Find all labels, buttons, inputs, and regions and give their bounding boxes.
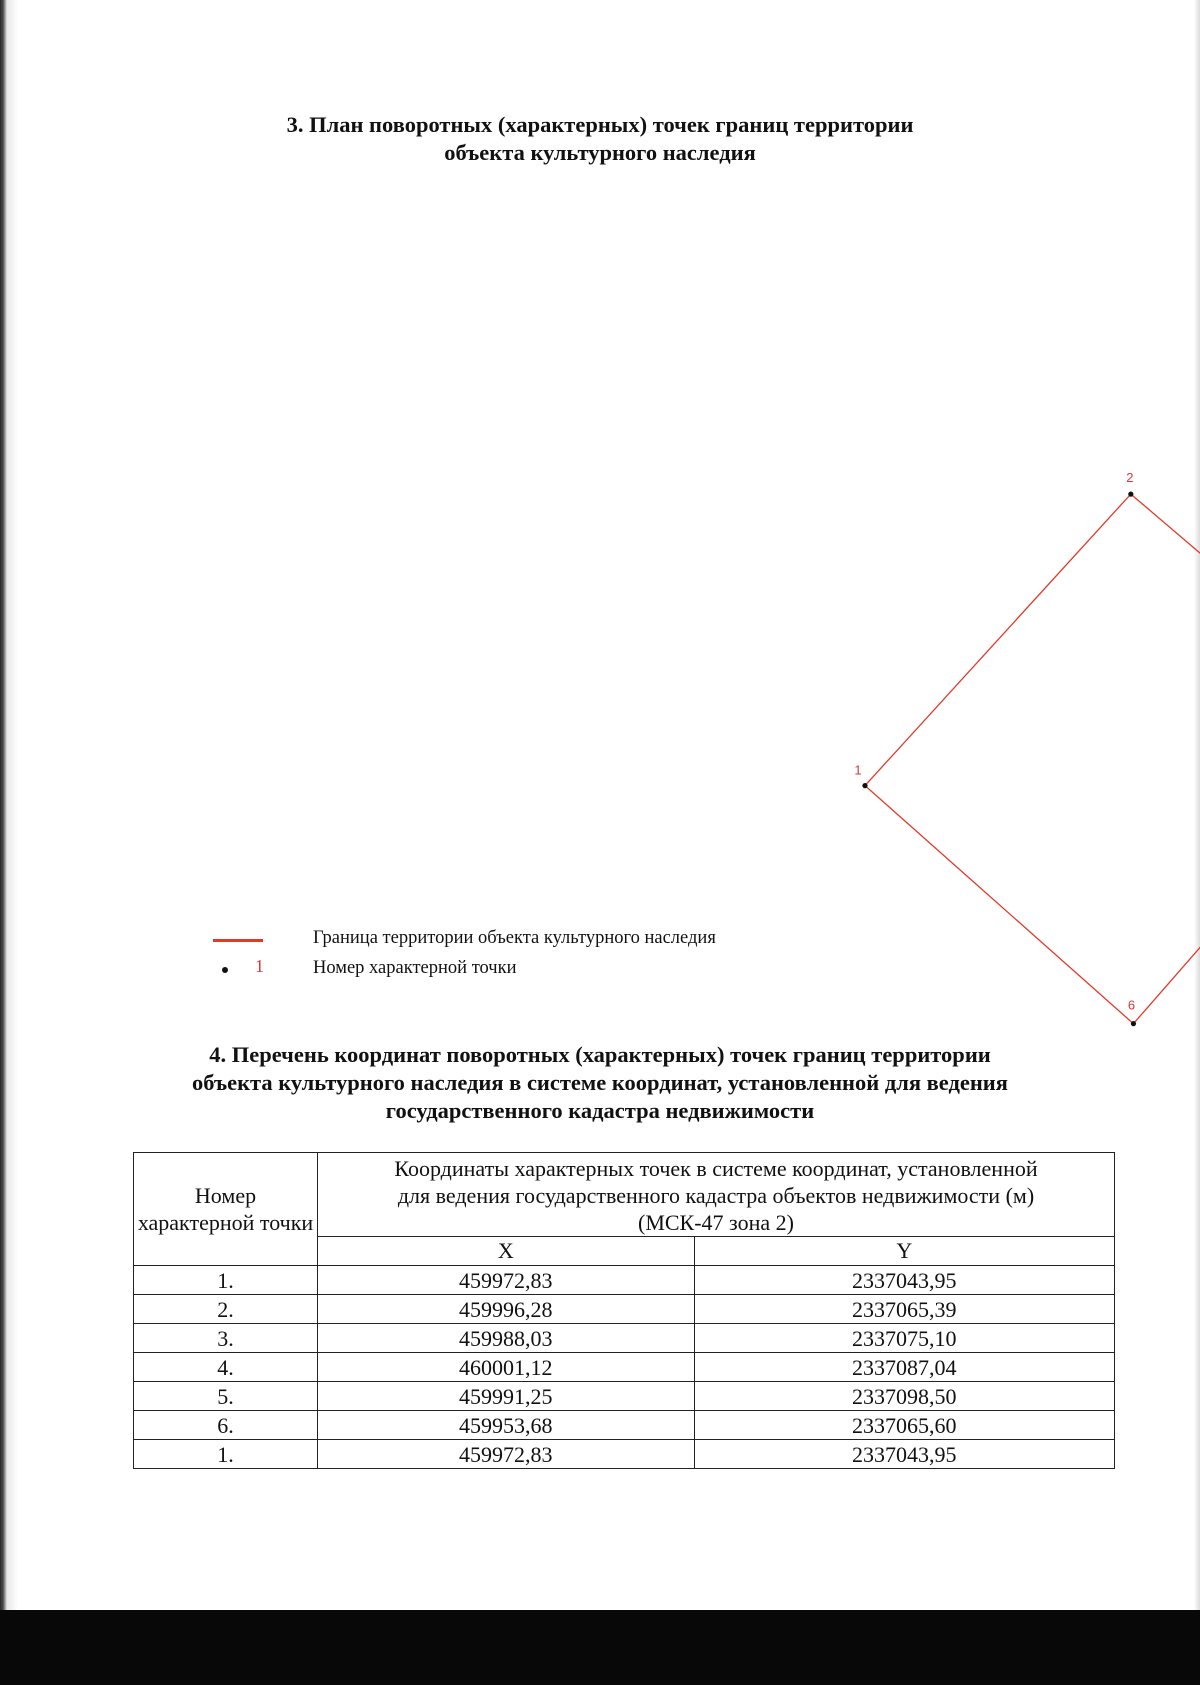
section-3-title-line-1: 3. План поворотных (характерных) точек границ территории xyxy=(286,112,914,137)
header-x: X xyxy=(318,1237,695,1266)
point-dot-symbol xyxy=(222,967,228,973)
header-point-number: Номер характерной точки xyxy=(134,1153,318,1266)
x-cell: 459988,03 xyxy=(318,1324,695,1353)
point-1-label: 1 xyxy=(854,762,862,778)
header-coordinates-line-1: Координаты характерных точек в системе координат, установленной xyxy=(394,1156,1038,1181)
section-3-title-line-2: объекта культурного наследия xyxy=(444,140,756,165)
characteristic-points xyxy=(854,410,1200,1026)
table-row xyxy=(134,1266,1115,1295)
y-cell: 2337065,39 xyxy=(694,1295,1114,1324)
header-coordinates xyxy=(318,1153,1115,1237)
boundary-line-symbol xyxy=(213,939,263,942)
section-4-title xyxy=(0,1041,1200,1125)
y-cell: 2337098,50 xyxy=(694,1382,1114,1411)
point-number-cell: 2. xyxy=(134,1295,318,1324)
x-cell: 460001,12 xyxy=(318,1353,695,1382)
table-row xyxy=(134,1353,1115,1382)
section-3-title xyxy=(0,111,1200,167)
legend-boundary-text: Граница территории объекта культурного наследия xyxy=(313,928,716,948)
point-number-cell: 6. xyxy=(134,1411,318,1440)
legend-point-text: Номер характерной точки xyxy=(313,958,517,978)
point-number-cell: 4. xyxy=(134,1353,318,1382)
point-2-label: 2 xyxy=(1126,470,1134,486)
point-number-cell: 1. xyxy=(134,1266,318,1295)
table-row xyxy=(134,1440,1115,1469)
x-cell: 459972,83 xyxy=(318,1440,695,1469)
point-6-label: 6 xyxy=(1127,997,1136,1013)
point-1-marker xyxy=(862,783,867,788)
header-coordinates-line-3: (МСК-47 зона 2) xyxy=(638,1210,794,1235)
table-row xyxy=(134,1324,1115,1353)
x-cell: 459996,28 xyxy=(318,1295,695,1324)
table-row xyxy=(134,1382,1115,1411)
table-row xyxy=(134,1295,1115,1324)
x-cell: 459991,25 xyxy=(318,1382,695,1411)
boundary-polygon xyxy=(865,434,1200,1024)
section-4-title-line-3: государственного кадастра недвижимости xyxy=(385,1098,815,1123)
header-coordinates-line-2: для ведения государственного кадастра объектов недвижимости (м) xyxy=(397,1183,1035,1208)
x-cell: 459972,83 xyxy=(318,1266,695,1295)
point-number-cell: 1. xyxy=(134,1440,318,1469)
point-6-marker xyxy=(1131,1021,1136,1026)
table-row xyxy=(134,1411,1115,1440)
section-4-title-line-1: 4. Перечень координат поворотных (характерных) точек границ территории xyxy=(209,1042,991,1067)
scan-bottom-band xyxy=(0,1610,1200,1685)
y-cell: 2337065,60 xyxy=(694,1411,1114,1440)
y-cell: 2337043,95 xyxy=(694,1266,1114,1295)
coordinates-table xyxy=(133,1152,1115,1469)
y-cell: 2337043,95 xyxy=(694,1440,1114,1469)
y-cell: 2337087,04 xyxy=(694,1353,1114,1382)
x-cell: 459953,68 xyxy=(318,1411,695,1440)
y-cell: 2337075,10 xyxy=(694,1324,1114,1353)
section-4-title-line-2: объекта культурного наследия в системе координат, установленной для ведения xyxy=(192,1070,1008,1095)
point-2-marker xyxy=(1128,492,1133,497)
header-y: Y xyxy=(694,1237,1114,1266)
point-number-cell: 3. xyxy=(134,1324,318,1353)
point-number-cell: 5. xyxy=(134,1382,318,1411)
legend-point-sample-number: 1 xyxy=(255,956,264,976)
